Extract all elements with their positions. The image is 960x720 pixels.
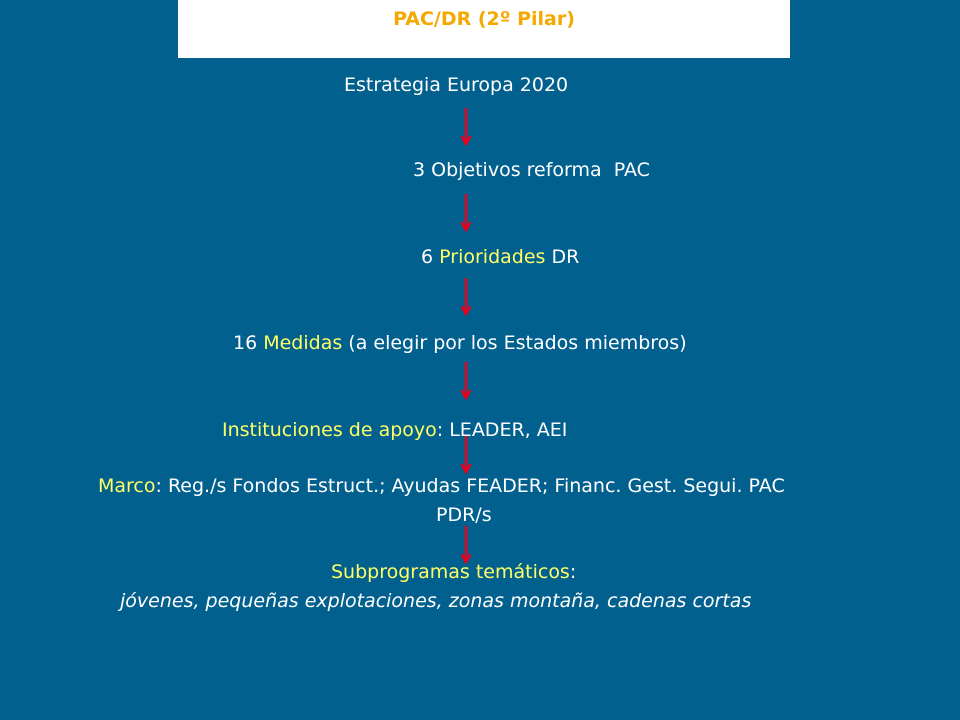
step-marco-line2 [436,503,492,527]
step-prioridades-pre: 6 [421,246,440,268]
step-subprogramas-list-text: jóvenes, pequeñas explotaciones, zonas montaña, cadenas cortas [120,590,752,612]
step-estrategia [344,73,568,97]
step-prioridades-highlight: Prioridades [439,246,546,268]
step-marco-post: : Reg./s Fondos Estruct.; Ayudas FEADER; Financ. Gest. Segui. PAC [155,475,785,497]
down-arrow-2 [461,194,471,232]
step-objetivos-text: 3 Objetivos reforma PAC [413,159,650,181]
step-prioridades [421,245,579,269]
step-medidas-post: (a elegir por los Estados miembros) [342,332,687,354]
down-arrow-1 [461,108,471,146]
slide-title: PAC/DR (2º Pilar) [393,8,575,30]
step-subprogramas-post: : [569,561,577,583]
step-marco-line2-text: PDR/s [436,504,492,526]
down-arrow-4 [461,362,471,400]
step-medidas [233,331,687,355]
step-prioridades-post: DR [545,246,580,268]
step-subprogramas-list [120,589,751,613]
step-subprogramas-highlight: Subprogramas temáticos [331,561,570,583]
step-marco-highlight: Marco [98,475,156,497]
step-instituciones-post: : LEADER, AEI [436,419,568,441]
title-box [178,0,790,58]
down-arrow-6 [461,526,471,564]
step-medidas-pre: 16 [233,332,264,354]
step-subprogramas [331,560,576,584]
step-instituciones [222,418,567,442]
step-marco [98,474,785,498]
step-instituciones-highlight: Instituciones de apoyo [222,419,437,441]
step-medidas-highlight: Medidas [263,332,343,354]
down-arrow-3 [461,278,471,316]
down-arrow-5 [461,436,471,474]
step-estrategia-text: Estrategia Europa 2020 [344,74,569,96]
step-objetivos [413,158,650,182]
